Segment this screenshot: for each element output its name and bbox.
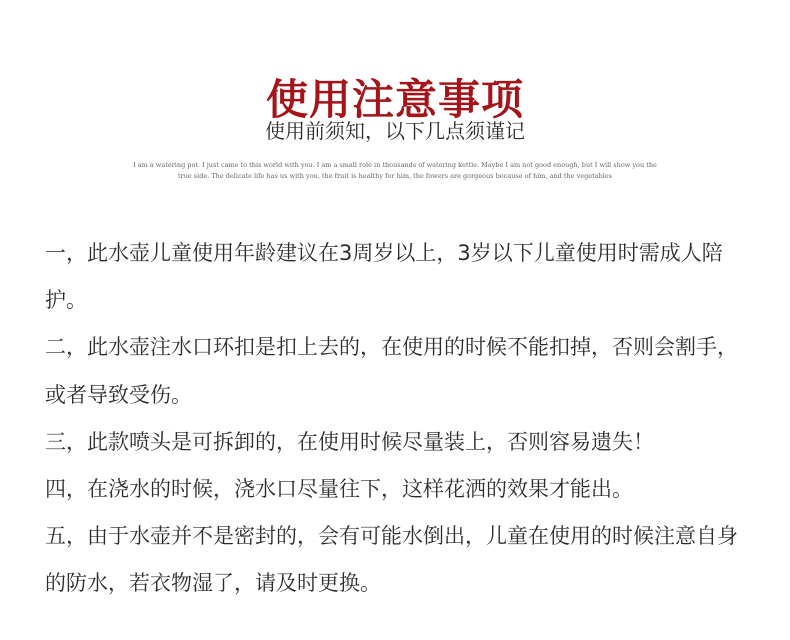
note-item-3: 三，此款喷头是可拆卸的，在使用时候尽量装上，否则容易遗失！ bbox=[45, 429, 654, 454]
usage-notes-list bbox=[45, 230, 755, 608]
note-item-4: 四，在浇水的时候，浇水口尽量往下，这样花洒的效果才能出。 bbox=[45, 477, 633, 502]
note-item-5: 五，由于水壶并不是密封的，会有可能水倒出，儿童在使用的时候注意自身的防水，若衣物湿了，请及时更换。 bbox=[45, 524, 738, 596]
page-title: 使用注意事项 bbox=[265, 75, 524, 125]
page-subtitle: 使用前须知，以下几点须谨记 bbox=[265, 119, 525, 143]
english-description-text: I am a watering pot. I just came to this world with you. I am a small role in thousands of watering kettle. Maybe I am not good enough, but I will show you the true side. The delicate life has us with you, the fruit is healthy for him, the fowers are gorgeous because of him, and the vegetables bbox=[133, 161, 657, 180]
note-item-2: 二，此水壶注水口环扣是扣上去的，在使用的时候不能扣掉，否则会割手，或者导致受伤。 bbox=[45, 335, 738, 407]
note-item-1: 一，此水壶儿童使用年龄建议在3周岁以上，3岁以下儿童使用时需成人陪护。 bbox=[45, 241, 723, 313]
